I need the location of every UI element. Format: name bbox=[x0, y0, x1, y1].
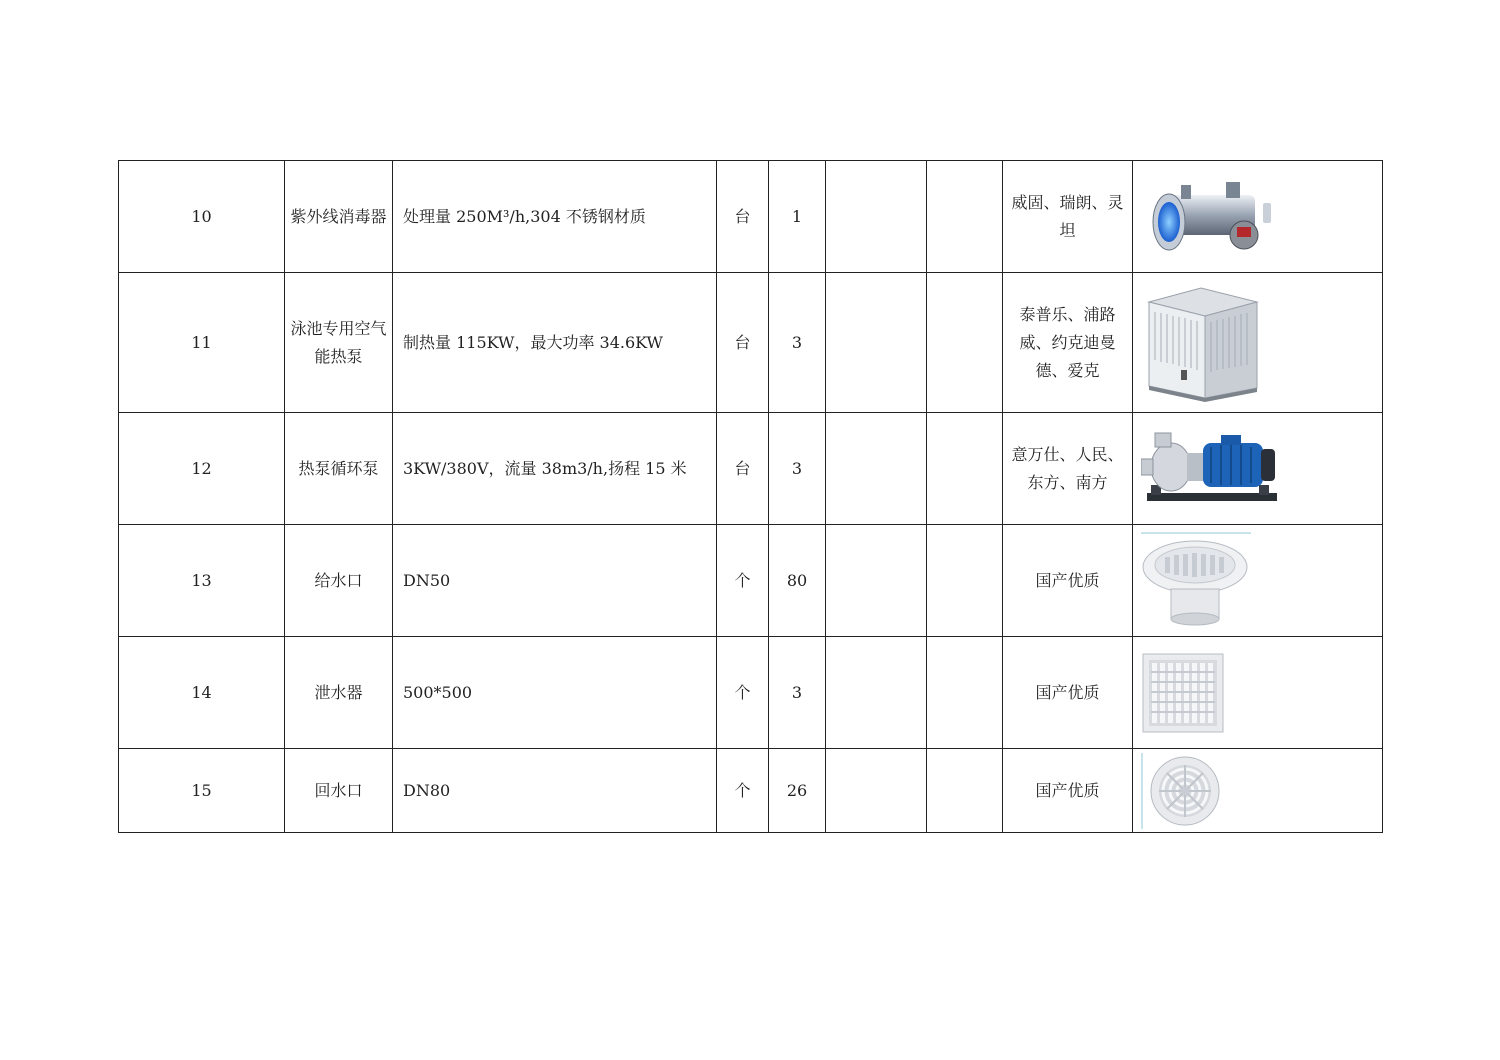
heat-pump-unit-image bbox=[1133, 273, 1383, 413]
item-name: 回水口 bbox=[285, 749, 393, 833]
row-number: 11 bbox=[119, 273, 285, 413]
table-row bbox=[119, 413, 1383, 525]
item-name: 泳池专用空气能热泵 bbox=[285, 273, 393, 413]
item-brands: 意万仕、人民、东方、南方 bbox=[1003, 413, 1133, 525]
table-row bbox=[119, 161, 1383, 273]
row-number: 14 bbox=[119, 637, 285, 749]
row-number: 10 bbox=[119, 161, 285, 273]
item-spec: DN50 bbox=[393, 525, 717, 637]
empty-cell bbox=[927, 749, 1003, 833]
item-name: 泄水器 bbox=[285, 637, 393, 749]
table-row bbox=[119, 273, 1383, 413]
item-brands: 威固、瑞朗、灵坦 bbox=[1003, 161, 1133, 273]
row-number: 15 bbox=[119, 749, 285, 833]
item-name: 热泵循环泵 bbox=[285, 413, 393, 525]
item-unit: 台 bbox=[717, 413, 769, 525]
item-qty: 80 bbox=[769, 525, 826, 637]
circulation-pump-image bbox=[1133, 413, 1383, 525]
drain-grate-image bbox=[1133, 637, 1383, 749]
table-row bbox=[119, 525, 1383, 637]
inlet-fitting-image bbox=[1133, 525, 1383, 637]
uv-sterilizer-image bbox=[1133, 161, 1383, 273]
item-spec: DN80 bbox=[393, 749, 717, 833]
equipment-table bbox=[118, 160, 1383, 833]
item-brands: 国产优质 bbox=[1003, 749, 1133, 833]
item-spec: 制热量 115KW，最大功率 34.6KW bbox=[393, 273, 717, 413]
row-number: 13 bbox=[119, 525, 285, 637]
item-unit: 个 bbox=[717, 525, 769, 637]
item-unit: 个 bbox=[717, 637, 769, 749]
item-spec: 500*500 bbox=[393, 637, 717, 749]
empty-cell bbox=[826, 637, 927, 749]
empty-cell bbox=[927, 413, 1003, 525]
item-name: 紫外线消毒器 bbox=[285, 161, 393, 273]
item-unit: 台 bbox=[717, 161, 769, 273]
empty-cell bbox=[927, 637, 1003, 749]
empty-cell bbox=[826, 749, 927, 833]
empty-cell bbox=[927, 273, 1003, 413]
empty-cell bbox=[927, 525, 1003, 637]
return-fitting-image bbox=[1133, 749, 1383, 833]
item-qty: 26 bbox=[769, 749, 826, 833]
item-brands: 国产优质 bbox=[1003, 525, 1133, 637]
item-name: 给水口 bbox=[285, 525, 393, 637]
table-row bbox=[119, 749, 1383, 833]
empty-cell bbox=[826, 273, 927, 413]
item-unit: 台 bbox=[717, 273, 769, 413]
item-qty: 3 bbox=[769, 413, 826, 525]
empty-cell bbox=[826, 413, 927, 525]
item-unit: 个 bbox=[717, 749, 769, 833]
item-brands: 泰普乐、浦路威、约克迪曼德、爱克 bbox=[1003, 273, 1133, 413]
empty-cell bbox=[826, 161, 927, 273]
table-row bbox=[119, 637, 1383, 749]
item-brands: 国产优质 bbox=[1003, 637, 1133, 749]
item-spec: 3KW/380V，流量 38m3/h,扬程 15 米 bbox=[393, 413, 717, 525]
item-qty: 3 bbox=[769, 273, 826, 413]
item-qty: 3 bbox=[769, 637, 826, 749]
item-spec: 处理量 250M³/h,304 不锈钢材质 bbox=[393, 161, 717, 273]
empty-cell bbox=[826, 525, 927, 637]
empty-cell bbox=[927, 161, 1003, 273]
item-qty: 1 bbox=[769, 161, 826, 273]
row-number: 12 bbox=[119, 413, 285, 525]
